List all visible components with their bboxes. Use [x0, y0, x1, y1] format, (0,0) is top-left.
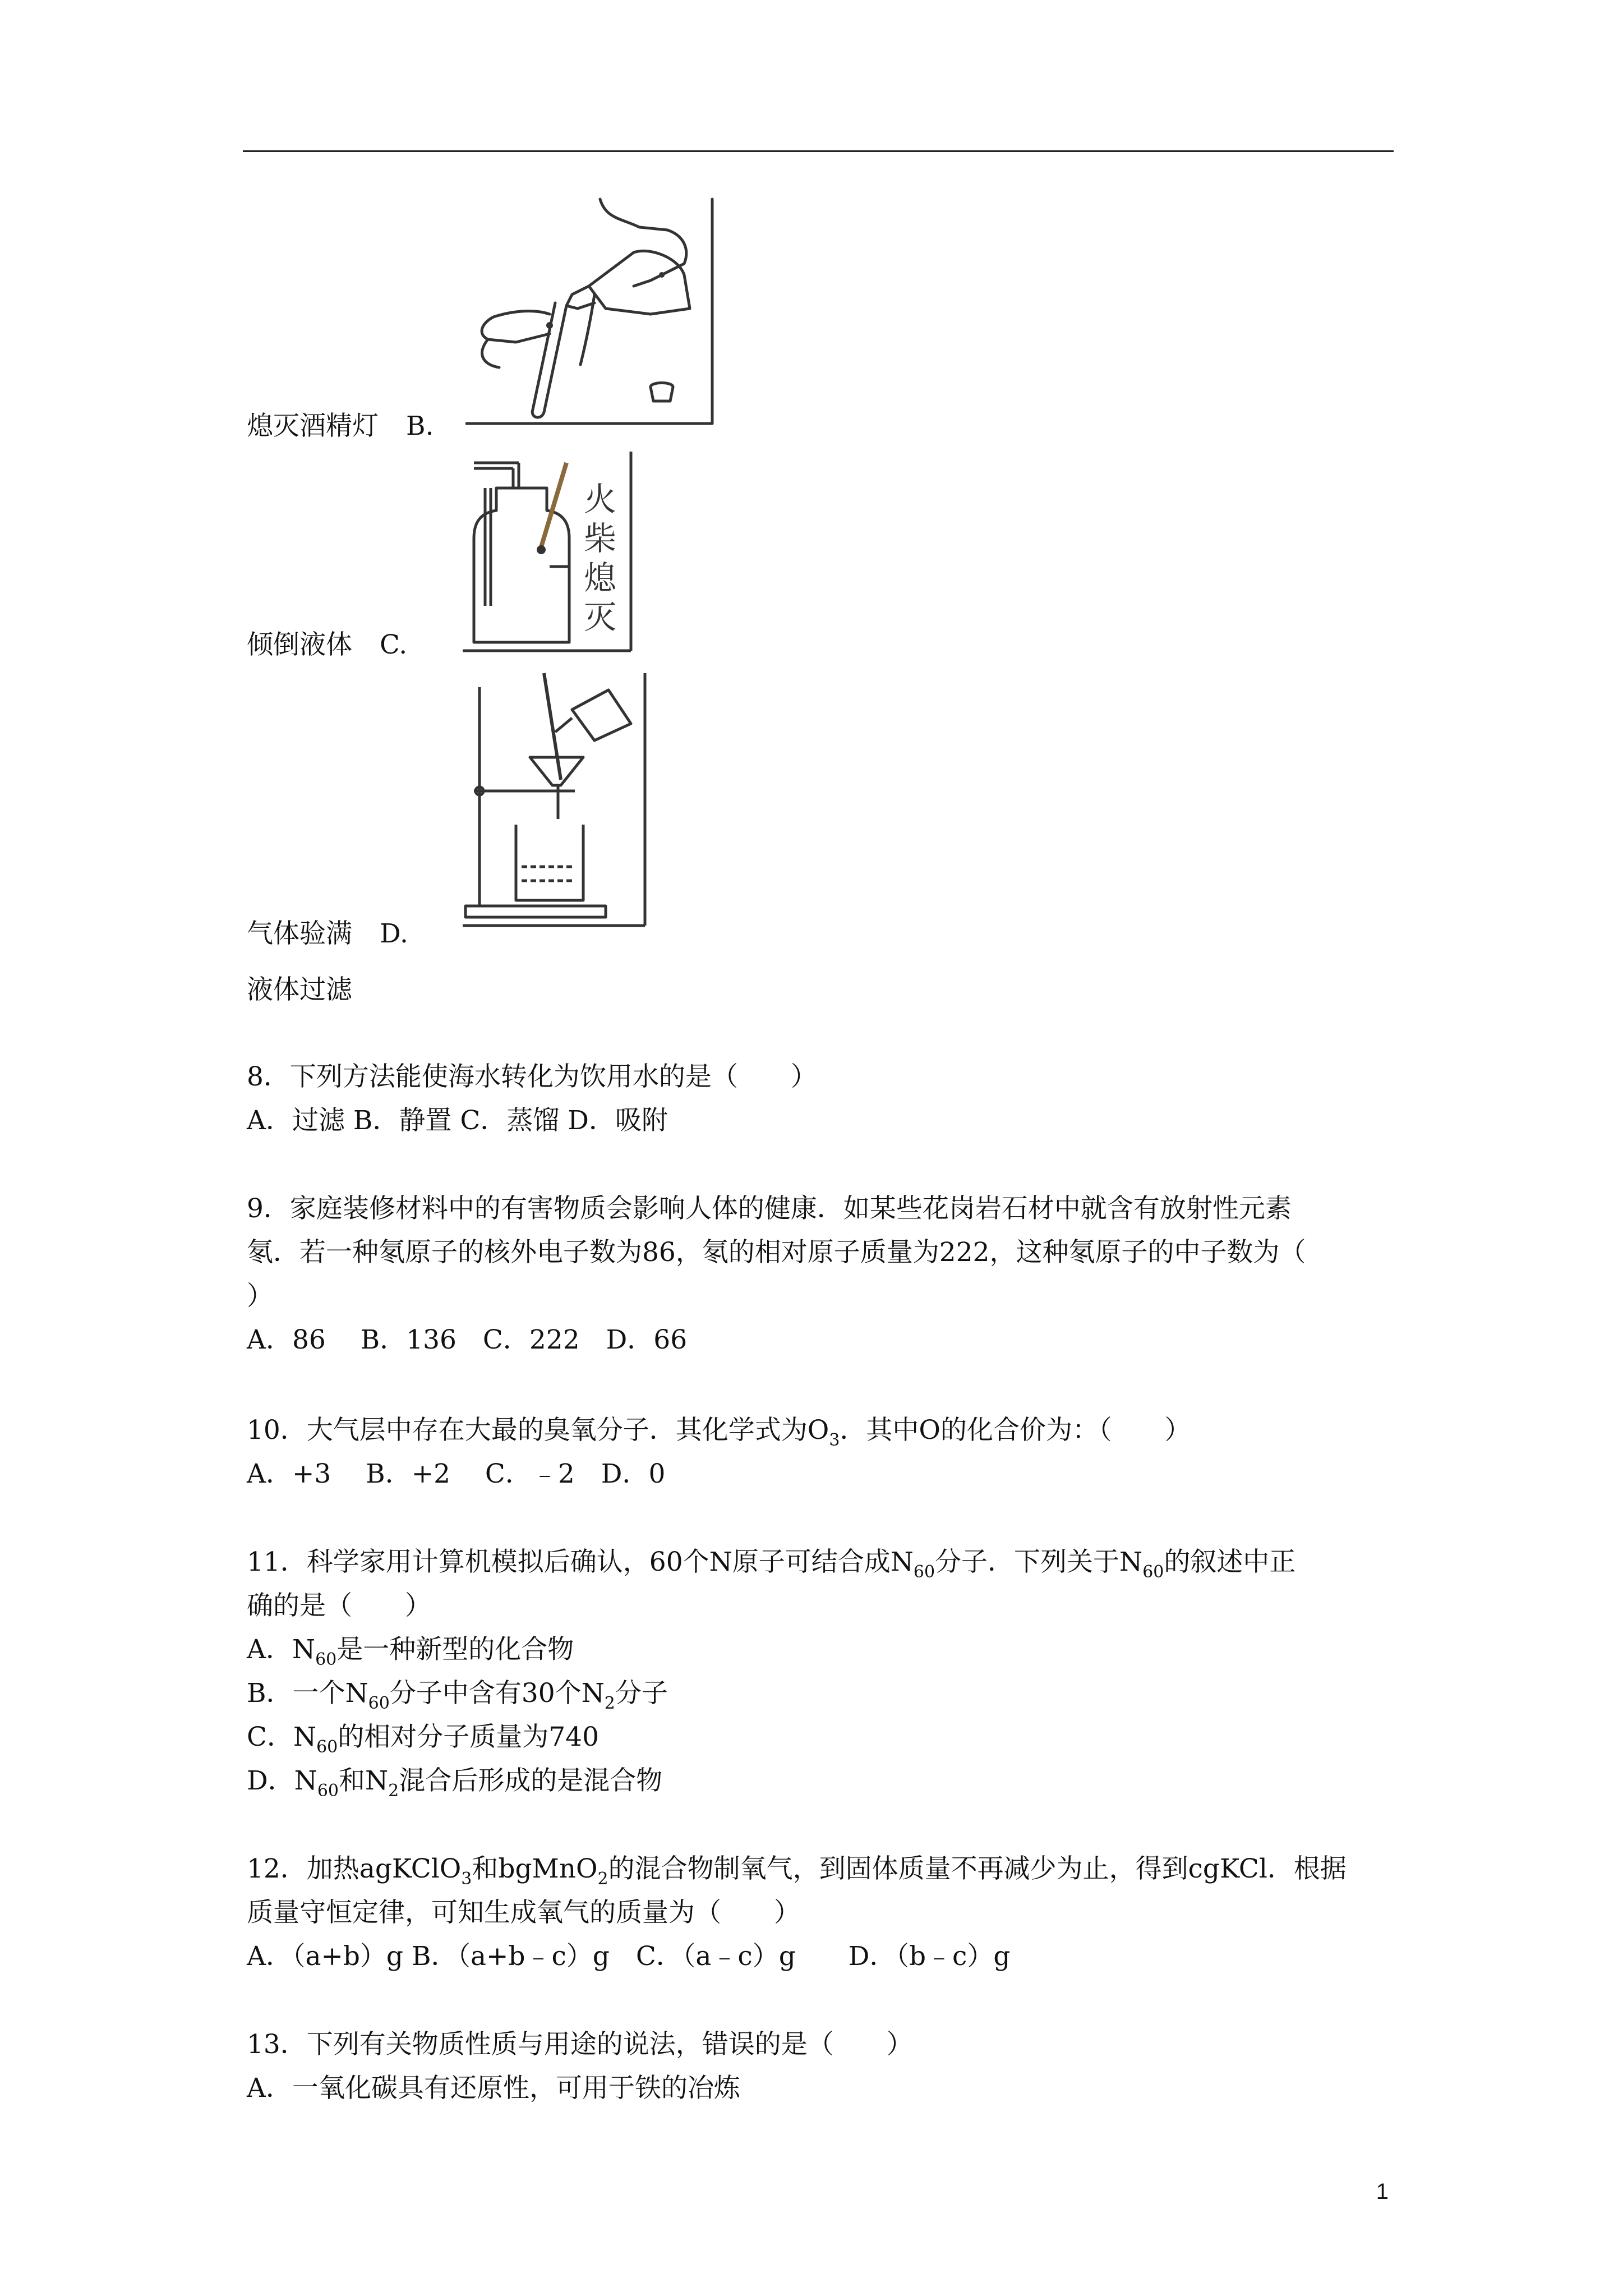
- match-label: 灭: [583, 598, 617, 636]
- question-13-option-a: A．一氧化碳具有还原性，可用于铁的冶炼: [247, 2073, 740, 2104]
- question-10-options: A．+3 B．+2 C．﹣2 D．0: [247, 1458, 666, 1489]
- filtration-figure: [463, 670, 653, 928]
- question-9-line: 9．家庭装修材料中的有害物质会影响人体的健康．如某些花岗岩石材中就含有放射性元素: [247, 1193, 1292, 1224]
- question-12-options: A．（a+b）g B．（a+b﹣c）g C．（a﹣c）g D．（b﹣c）g: [247, 1941, 1011, 1972]
- gas-full-test-figure: [463, 449, 648, 654]
- option-b-caption: [247, 409, 434, 443]
- question-11-option-a: A．$N_{60}$是一种新型的化合物: [247, 1634, 574, 1669]
- question-8-stem: 8．下列方法能使海水转化为饮用水的是（ ）: [247, 1061, 817, 1092]
- question-11-option-b: B．一个$N_{60}$分子中含有30个$N_2$分子: [247, 1678, 668, 1713]
- question-11-option-c: C．$N_{60}$的相对分子质量为740: [247, 1722, 599, 1757]
- header-rule: [243, 150, 1394, 152]
- option-label: 倾倒液体: [247, 629, 352, 660]
- match-label: 柴: [583, 519, 617, 558]
- question-9-line: 氡．若一种氡原子的核外电子数为86，氡的相对原子质量为222，这种氡原子的中子数为（: [247, 1237, 1306, 1268]
- option-d-caption: [247, 917, 408, 951]
- match-label: 熄: [583, 559, 617, 597]
- question-11-stem: 11．科学家用计算机模拟后确认，60个N原子可结合成$N_{60}$分子．下列关于$N_{60}$的叙述中正: [247, 1547, 1296, 1582]
- option-letter: D.: [379, 918, 408, 949]
- question-9-line: ）: [247, 1281, 273, 1312]
- question-10-stem: 10．大气层中存在大最的臭氧分子．其化学式为$O_3$．其中O的化合价为：（ ）: [247, 1415, 1191, 1450]
- option-d-text: 液体过滤: [247, 974, 352, 1005]
- question-8-options: A．过滤 B．静置 C．蒸馏 D．吸附: [247, 1105, 668, 1136]
- option-c-caption: [247, 628, 407, 662]
- option-letter: B.: [405, 411, 434, 441]
- question-9-options: A．86 B．136 C．222 D．66: [247, 1324, 688, 1355]
- pour-liquid-figure: [465, 196, 723, 426]
- option-letter: C.: [379, 629, 408, 660]
- question-11-stem: 确的是（ ）: [247, 1590, 431, 1621]
- option-label: 气体验满: [247, 918, 352, 949]
- option-label: 熄灭酒精灯: [247, 411, 379, 441]
- question-12-stem: 质量守恒定律，可知生成氧气的质量为（ ）: [247, 1897, 800, 1928]
- question-12-stem: 12．加热agKClO$_3$和bgMnO$_2$的混合物制氧气，到固体质量不再减少为止，得到cgKCl．根据: [247, 1853, 1347, 1889]
- match-label: 火: [583, 480, 617, 518]
- page-number: 1: [1376, 2179, 1389, 2204]
- question-11-option-d: D．$N_{60}$和$N_2$混合后形成的是混合物: [247, 1765, 663, 1801]
- question-13-stem: 13．下列有关物质性质与用途的说法，错误的是（ ）: [247, 2029, 913, 2060]
